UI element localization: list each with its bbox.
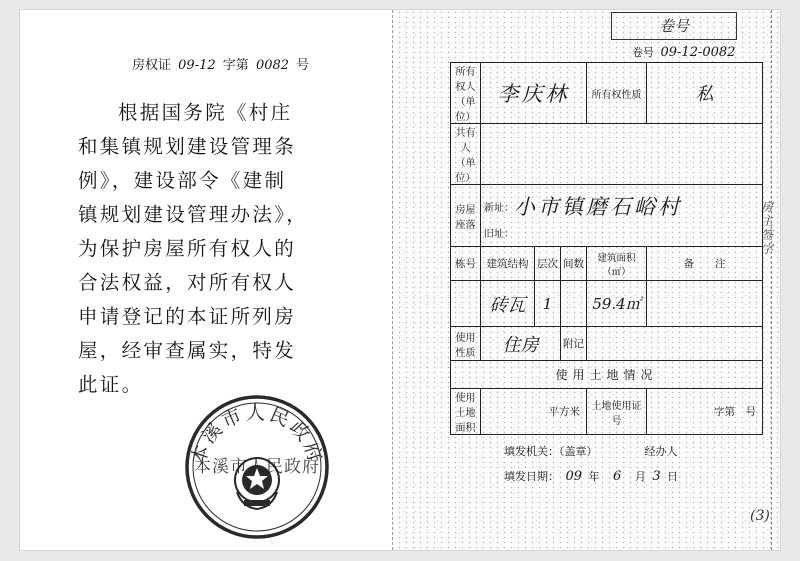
header-building-no: 栋号	[451, 247, 481, 281]
location-label: 房屋座落	[451, 185, 481, 247]
issuing-authority-label: 填发机关：（盖章）	[504, 445, 598, 458]
cert-prefix: 房权证	[132, 58, 172, 73]
header-structure: 建筑结构	[481, 247, 535, 281]
month-label: 月	[634, 470, 646, 483]
header-area: 建筑面积（㎡）	[587, 247, 647, 281]
body-line: 例》，建设部令《建制	[78, 169, 287, 192]
new-address-label: 新址：	[484, 202, 514, 214]
seal-arc-text: 本溪市人民政府	[187, 402, 327, 468]
header-floors: 层次	[535, 247, 561, 281]
certificate-scan	[20, 10, 780, 550]
use-nature-label: 使用性质	[451, 327, 481, 361]
header-rooms: 间数	[561, 247, 587, 281]
land-cert-value: 字第 号	[647, 389, 763, 435]
issuing-authority-line	[504, 443, 678, 459]
cert-middle: 字第	[222, 58, 249, 73]
co-owner-label: 共有人（单位）	[451, 124, 481, 185]
certificate-number-line	[132, 54, 309, 73]
issue-day: 3	[652, 469, 661, 484]
day-label: 日	[667, 470, 679, 483]
body-line: 镇规划建设管理办法》，	[78, 203, 309, 226]
body-line: 屋，经审查属实，特发	[78, 339, 297, 362]
use-nature-value: 住房	[481, 327, 561, 361]
volume-handwritten-box: 卷号	[611, 12, 737, 40]
old-address-label: 旧址：	[484, 229, 514, 240]
body-line: 申请登记的本证所列房	[78, 305, 297, 328]
issue-year: 09	[565, 469, 583, 484]
cert-number-handwritten-1: 09-12	[178, 58, 216, 73]
body-line: 此证。	[78, 373, 144, 396]
volume-number	[632, 44, 738, 60]
land-section-title: 使用土地情况	[451, 361, 763, 389]
old-address-row	[484, 225, 762, 240]
land-cert-label: 土地使用证号	[587, 389, 647, 435]
seal-overlay-text: 本溪市人民政府	[194, 457, 320, 477]
side-handwriting: 房主签字	[761, 200, 774, 256]
new-address-value: 小市镇磨石峪村	[514, 195, 682, 219]
registration-table	[450, 62, 763, 435]
cert-suffix: 号	[296, 58, 310, 73]
official-seal-stamp	[182, 392, 332, 542]
right-page-edge	[771, 10, 776, 550]
issue-date-line	[504, 468, 678, 484]
header-notes: 备 注	[647, 247, 763, 281]
year-label: 年	[588, 470, 600, 483]
issue-date-label: 填发日期：	[504, 470, 559, 483]
address-cell	[481, 185, 763, 247]
notes-value	[647, 281, 763, 327]
volume-value: 09-12-0082	[660, 45, 736, 60]
owner-label: 所有权人（单位）	[451, 63, 481, 124]
building-no-value	[451, 281, 481, 327]
certificate-body-text	[78, 96, 378, 402]
structure-value: 砖瓦	[481, 281, 535, 327]
rooms-value	[561, 281, 587, 327]
body-line: 为保护房屋所有权人的	[78, 237, 297, 260]
owner-value: 李庆林	[481, 63, 587, 124]
cert-number-handwritten-2: 0082	[255, 58, 290, 73]
land-area-unit: 平方米	[481, 389, 587, 435]
co-owner-value	[481, 124, 763, 185]
issue-month: 6	[613, 469, 622, 484]
handler-label: 经办人	[644, 445, 678, 458]
ownership-nature-value: 私	[647, 63, 763, 124]
land-area-label: 使用土地面积	[451, 389, 481, 435]
floors-value: 1	[535, 281, 561, 327]
attachment-value	[587, 327, 763, 361]
certificate-right-page	[396, 10, 780, 550]
certificate-left-page	[20, 10, 392, 550]
volume-label: 卷号	[632, 46, 654, 59]
attachment-label: 附记	[561, 327, 587, 361]
body-line: 根据国务院《村庄	[118, 101, 293, 124]
area-value: 59.4㎡	[587, 281, 647, 327]
new-address-row	[484, 191, 762, 221]
ownership-nature-label: 所有权性质	[587, 63, 647, 124]
body-line: 和集镇规划建设管理条	[78, 135, 297, 158]
corner-handwriting: (3)	[750, 508, 770, 524]
body-line: 合法权益，对所有权人	[78, 271, 297, 294]
